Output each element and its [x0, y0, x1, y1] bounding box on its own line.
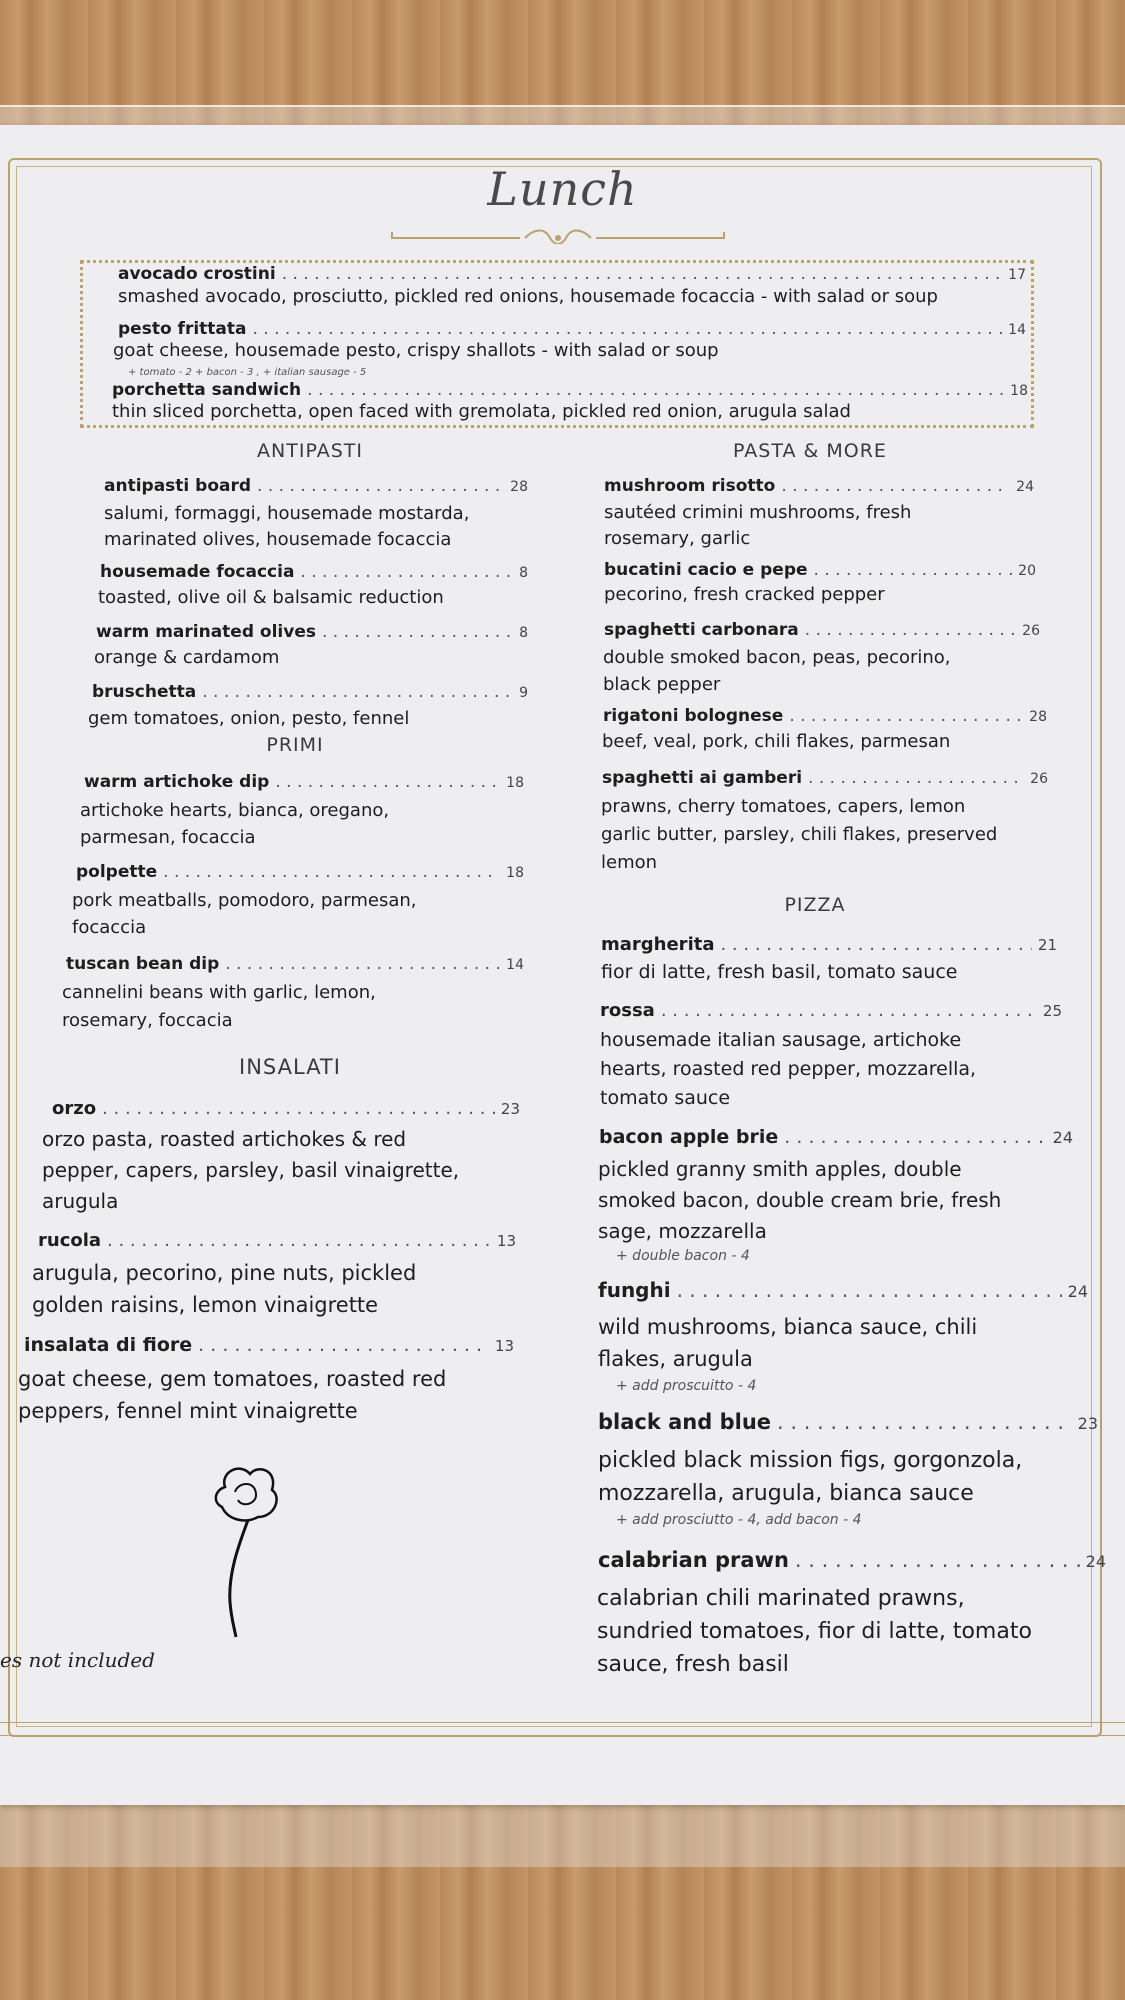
item-description: housemade italian sausage, artichoke hearts, roasted red pepper, mozzarella, tomato sauce: [600, 1029, 977, 1109]
menu-item: [598, 1278, 1088, 1302]
menu-item: [100, 562, 528, 582]
item-description: thin sliced porchetta, open faced with gremolata, pickled red onion, arugula salad: [112, 401, 851, 422]
leader-dots: [720, 934, 1031, 955]
leader-dots: [777, 1410, 1072, 1434]
menu-item: [598, 1548, 1106, 1572]
item-price: 17: [1008, 267, 1026, 283]
item-name: warm marinated olives: [96, 622, 316, 642]
menu-item: [24, 1334, 514, 1356]
leader-dots: [225, 954, 500, 974]
item-name: tuscan bean dip: [66, 954, 220, 974]
menu-item: [118, 319, 1026, 339]
item-price: 14: [506, 957, 524, 973]
leader-dots: [257, 476, 504, 496]
leader-dots: [107, 1230, 491, 1251]
item-price: 13: [494, 1337, 514, 1355]
item-name: warm artichoke dip: [84, 772, 270, 792]
item-price: 13: [496, 1232, 516, 1250]
menu-item: [52, 1098, 520, 1119]
menu-item: [603, 706, 1047, 726]
item-name: black and blue: [598, 1410, 772, 1434]
item-name: bucatini cacio e pepe: [604, 560, 808, 580]
item-price: 18: [506, 865, 524, 881]
item-description: wild mushrooms, bianca sauce, chili flakes, arugula: [598, 1315, 978, 1371]
item-price: 28: [1029, 709, 1047, 725]
leader-dots: [275, 772, 500, 792]
leader-dots: [795, 1548, 1080, 1572]
item-price: 23: [1077, 1414, 1098, 1433]
section-heading-insalati: INSALATI: [239, 1055, 341, 1079]
item-description: prawns, cherry tomatoes, capers, lemon garlic butter, parsley, chili flakes, preserved lemon: [601, 796, 998, 873]
item-price: 8: [519, 565, 528, 581]
item-description: arugula, pecorino, pine nuts, pickled golden raisins, lemon vinaigrette: [32, 1261, 417, 1317]
leader-dots: [814, 560, 1013, 580]
item-name: spaghetti carbonara: [604, 620, 799, 640]
bottom-border-lines: [0, 1722, 1125, 1736]
item-name: antipasti board: [104, 476, 252, 496]
leader-dots: [307, 380, 1004, 400]
item-name: rucola: [38, 1230, 102, 1251]
item-name: bruschetta: [92, 682, 197, 702]
item-price: 24: [1085, 1552, 1106, 1571]
menu-item: [96, 622, 528, 642]
item-description: sautéed crimini mushrooms, fresh rosemary, garlic: [604, 502, 912, 549]
menu-item: [601, 934, 1057, 955]
item-description: gem tomatoes, onion, pesto, fennel: [88, 708, 410, 729]
item-description: orange & cardamom: [94, 647, 280, 668]
item-price: 14: [1008, 322, 1026, 338]
item-description: pickled black mission figs, gorgonzola, mozzarella, arugula, bianca sauce: [598, 1448, 1023, 1506]
item-name: rigatoni bolognese: [603, 706, 784, 726]
leader-dots: [808, 768, 1024, 788]
menu-item: [604, 560, 1036, 580]
footnote: es not included: [0, 1648, 155, 1672]
item-price: 9: [519, 685, 528, 701]
item-name: bacon apple brie: [599, 1126, 779, 1148]
leader-dots: [198, 1334, 489, 1356]
item-name: margherita: [601, 934, 715, 955]
item-addon: + double bacon - 4: [616, 1248, 750, 1264]
menu-item: [76, 862, 524, 882]
leader-dots: [661, 1000, 1037, 1021]
item-name: funghi: [598, 1278, 671, 1302]
leader-dots: [781, 476, 1010, 496]
leader-dots: [784, 1126, 1046, 1148]
item-name: mushroom risotto: [604, 476, 776, 496]
item-price: 20: [1018, 563, 1036, 579]
leader-dots: [102, 1098, 495, 1119]
item-description: pork meatballs, pomodoro, parmesan, focaccia: [72, 890, 417, 938]
item-price: 23: [500, 1100, 520, 1118]
item-price: 24: [1067, 1282, 1088, 1301]
item-name: porchetta sandwich: [112, 380, 302, 400]
leader-dots: [252, 319, 1002, 339]
section-heading-pasta: PASTA & MORE: [733, 440, 887, 462]
menu-item: [600, 1000, 1062, 1021]
menu-item: [112, 380, 1028, 400]
leader-dots: [202, 682, 513, 702]
leader-dots: [322, 622, 513, 642]
item-price: 8: [519, 625, 528, 641]
item-name: housemade focaccia: [100, 562, 295, 582]
section-heading-antipasti: ANTIPASTI: [257, 440, 363, 462]
menu-item: [118, 264, 1026, 284]
item-price: 18: [506, 775, 524, 791]
item-description: beef, veal, pork, chili flakes, parmesan: [602, 731, 951, 752]
ornamental-divider-icon: [390, 228, 726, 244]
item-description: goat cheese, housemade pesto, crispy shallots - with salad or soup: [113, 340, 719, 361]
menu-item: [104, 476, 528, 496]
menu-item: [92, 682, 528, 702]
item-description: fior di latte, fresh basil, tomato sauce: [601, 961, 958, 983]
menu-item: [84, 772, 524, 792]
item-price: 21: [1037, 936, 1057, 954]
menu-item: [602, 768, 1048, 788]
section-heading-primi: PRIMI: [266, 734, 324, 756]
item-name: pesto frittata: [118, 319, 247, 339]
item-price: 18: [1010, 383, 1028, 399]
item-description: goat cheese, gem tomatoes, roasted red peppers, fennel mint vinaigrette: [18, 1367, 447, 1423]
item-name: polpette: [76, 862, 158, 882]
item-name: insalata di fiore: [24, 1334, 193, 1356]
menu-item: [604, 476, 1034, 496]
item-name: calabrian prawn: [598, 1548, 789, 1572]
item-description: salumi, formaggi, housemade mostarda, marinated olives, housemade focaccia: [104, 503, 470, 550]
item-description: calabrian chili marinated prawns, sundried tomatoes, fior di latte, tomato sauce, fresh basil: [597, 1586, 1032, 1677]
item-name: rossa: [600, 1000, 655, 1021]
item-description: artichoke hearts, bianca, oregano, parmesan, focaccia: [80, 800, 390, 848]
item-price: 24: [1052, 1128, 1073, 1147]
item-name: avocado crostini: [118, 264, 276, 284]
item-addon: + tomato - 2 + bacon - 3 , + italian sausage - 5: [128, 367, 367, 378]
item-price: 26: [1030, 771, 1048, 787]
menu-item: [38, 1230, 516, 1251]
item-price: 25: [1042, 1002, 1062, 1020]
menu-item: [604, 620, 1040, 640]
item-name: orzo: [52, 1098, 97, 1119]
item-description: toasted, olive oil & balsamic reduction: [98, 587, 444, 608]
leader-dots: [789, 706, 1023, 726]
item-price: 26: [1022, 623, 1040, 639]
leader-dots: [163, 862, 500, 882]
menu-item: [599, 1126, 1073, 1148]
rose-drawing-icon: [200, 1462, 290, 1642]
item-name: spaghetti ai gamberi: [602, 768, 803, 788]
menu-title: Lunch: [487, 162, 638, 216]
leader-dots: [677, 1278, 1062, 1302]
item-description: pickled granny smith apples, double smoked bacon, double cream brie, fresh sage, mozzarella: [598, 1157, 1002, 1243]
leader-dots: [300, 562, 513, 582]
item-description: smashed avocado, prosciutto, pickled red onions, housemade focaccia - with salad or soup: [118, 286, 938, 307]
menu-item: [66, 954, 524, 974]
item-description: orzo pasta, roasted artichokes & red pepper, capers, parsley, basil vinaigrette, arugula: [42, 1127, 460, 1213]
item-addon: + add prosciutto - 4, add bacon - 4: [616, 1512, 862, 1528]
item-description: cannelini beans with garlic, lemon, rosemary, foccacia: [62, 982, 376, 1031]
leader-dots: [805, 620, 1016, 640]
item-description: pecorino, fresh cracked pepper: [604, 584, 885, 605]
leader-dots: [282, 264, 1002, 284]
section-heading-pizza: PIZZA: [784, 894, 846, 916]
item-description: double smoked bacon, peas, pecorino, black pepper: [603, 647, 951, 695]
item-price: 24: [1016, 479, 1034, 495]
item-addon: + add proscuitto - 4: [616, 1378, 757, 1394]
item-price: 28: [510, 479, 528, 495]
menu-item: [598, 1410, 1098, 1434]
